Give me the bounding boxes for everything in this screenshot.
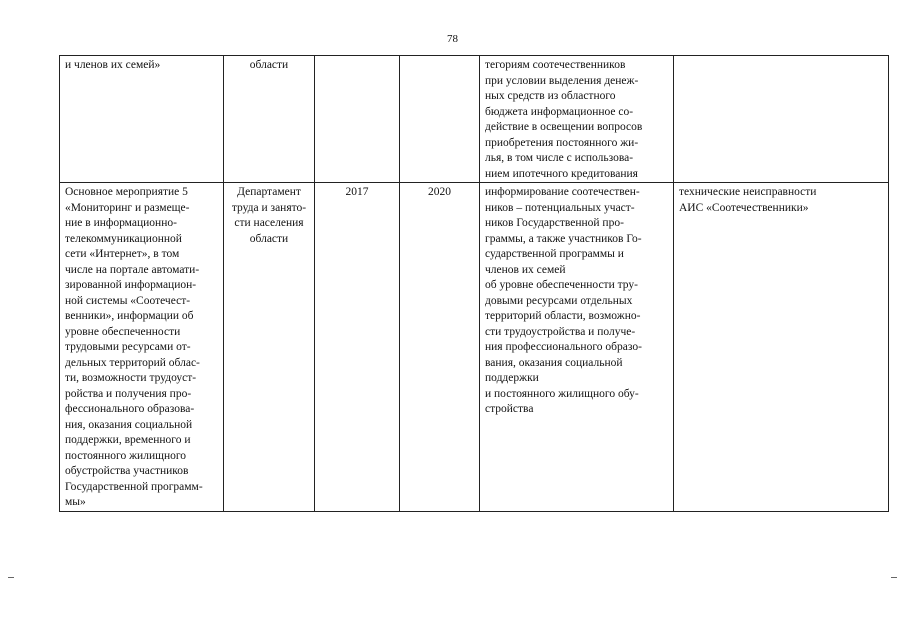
cell-text-line: приобретения постоянного жи- [485,136,639,149]
cell-text-line: и постоянного жилищного обу- [485,387,639,400]
cell-text-line: лья, в том числе с использова- [485,152,634,164]
cell-text-line: фессионального образова- [65,403,195,415]
cell-text-line: ние в информационно- [65,217,177,229]
cell-text-line: об уровне обеспеченности тру- [485,279,638,291]
cell-text-line: сударственной программы и [485,248,624,260]
cell-text-line: ройства и получения про- [65,387,192,400]
scan-edge-mark-right [891,577,897,578]
cell-text-line: вания, оказания социальной [485,356,623,369]
cell-text-line: сти населения [234,217,304,229]
program-table [59,55,889,512]
cell-expected-result [480,56,674,183]
cell-text-line: области [249,232,289,245]
cell-text-line: телекоммуникационной [65,232,182,245]
cell-text-line: области [249,59,289,71]
cell-executor [224,56,315,183]
cell-text-line: сти трудоустройства и получе- [485,325,636,338]
cell-text: 2017 [345,186,369,198]
cell-text-line: и членов их семей» [65,59,161,71]
cell-text-line: АИС «Соотечественники» [679,201,809,214]
cell-measure [60,183,224,512]
cell-end-year [400,56,480,183]
cell-text-line: ти, возможности трудоуст- [65,372,197,384]
cell-text-line: труда и занято- [231,201,307,214]
cell-text-line: уровне обеспеченности [65,325,181,338]
cell-text-line: трудовыми ресурсами от- [65,341,191,353]
cell-text-line: информирование соотечествен- [485,186,640,198]
cell-text-line: ной системы «Соотечест- [65,294,191,307]
cell-text-line: действие в освещении вопросов [485,121,643,133]
cell-text-line: членов их семей [485,263,566,276]
cell-text-line: венники», информации об [65,310,194,322]
cell-text-line: Департамент [237,186,301,198]
cell-text-line: технические неисправности [679,186,817,198]
cell-text-line: сети «Интернет», в том [65,248,180,260]
cell-text-line: дельных территорий облас- [65,356,200,369]
cell-text-line: ния, оказания социальной [65,418,193,431]
cell-executor [224,183,315,512]
table-row [60,56,889,183]
cell-text-line: граммы, а также участников Го- [485,232,642,245]
cell-start-year [315,56,400,183]
cell-text-line: ников – потенциальных участ- [485,201,635,214]
cell-text-line: нием ипотечного кредитования [485,167,638,180]
cell-text-line: поддержки, временного и [65,434,191,446]
cell-measure [60,56,224,183]
cell-text-line: числе на портале автомати- [65,263,200,276]
cell-text-line: поддержки [485,372,539,384]
scan-edge-mark-left [8,577,14,578]
cell-text-line: мы» [65,496,86,508]
cell-end-year [400,183,480,512]
table-row [60,183,889,512]
cell-text-line: ных средств из областного [485,90,616,102]
cell-text-line: при условии выделения денеж- [485,74,639,87]
cell-text: 2020 [428,186,451,198]
cell-text-line: стройства [485,403,534,415]
cell-text-line: ния профессионального образо- [485,341,642,353]
page-number: 78 [447,33,458,45]
cell-text-line: тегориям соотечественников [485,59,626,71]
cell-text-line: Основное мероприятие 5 [65,186,188,198]
cell-text-line: «Мониторинг и размеще- [65,201,190,214]
cell-start-year [315,183,400,512]
cell-text-line: территорий области, возможно- [485,310,641,322]
cell-text-line: ников Государственной про- [485,217,624,229]
cell-text-line: Государственной программ- [65,480,203,493]
cell-text-line: зированной информацион- [65,279,197,291]
cell-risks [674,183,889,512]
cell-text-line: бюджета информационное со- [485,105,634,118]
cell-text-line: постоянного жилищного [65,449,187,462]
cell-text-line: довыми ресурсами отдельных [485,294,633,307]
cell-risks [674,56,889,183]
cell-expected-result [480,183,674,512]
cell-text-line: обустройства участников [65,465,189,477]
